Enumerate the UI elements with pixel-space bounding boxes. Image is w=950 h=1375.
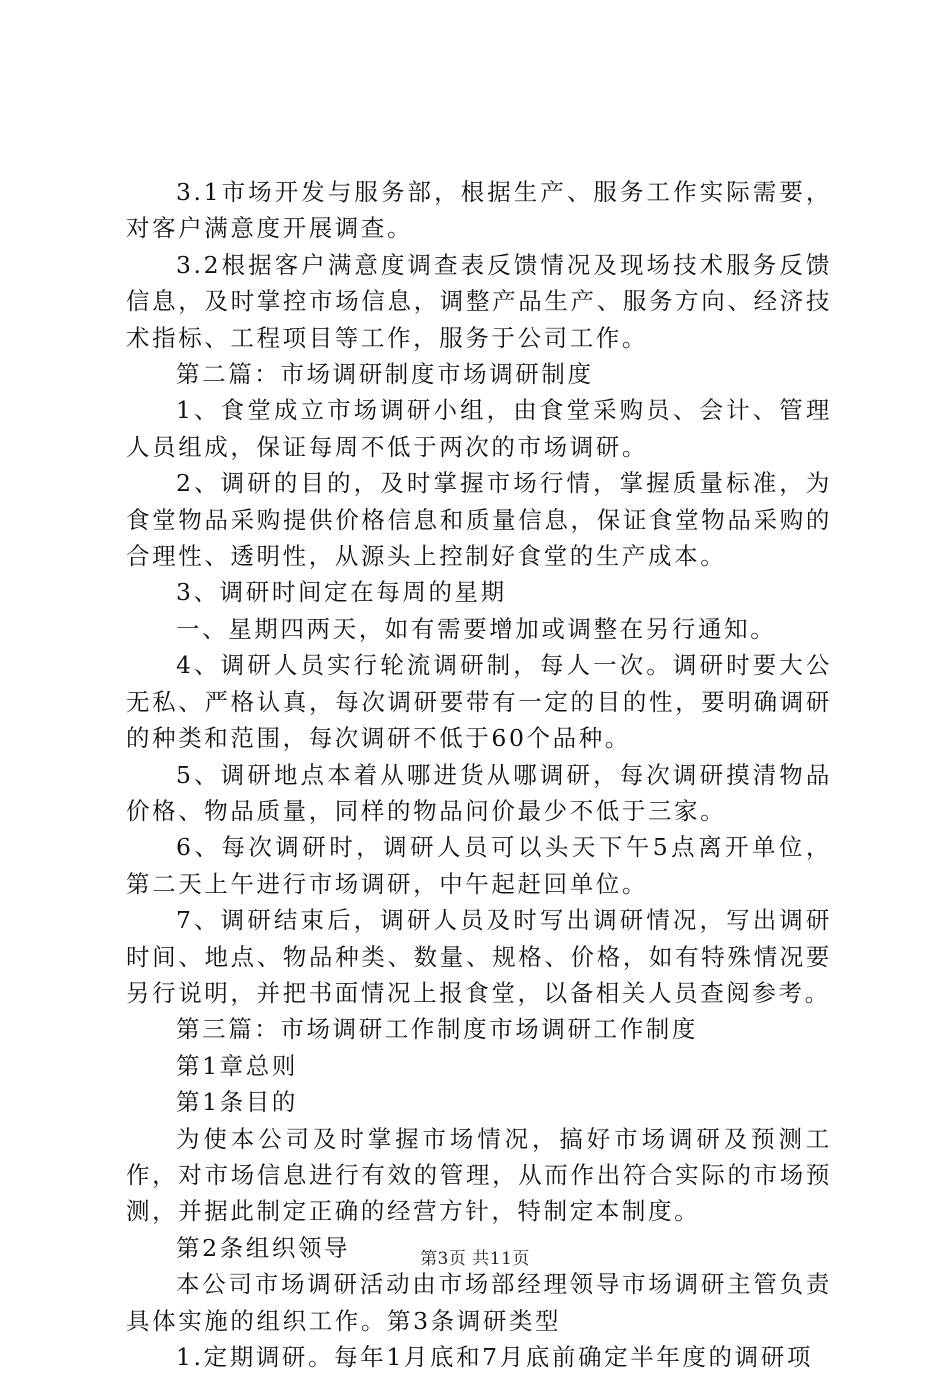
paragraph: 一、星期四两天，如有需要增加或调整在另行通知。 xyxy=(176,614,777,643)
paragraph: 2、调研的目的，及时掌握市场行情，掌握质量标准，为食堂物品采购提供价格信息和质量信息，保证食堂物品采购的合理性、透明性，从源头上控制好食堂的生产成本。 xyxy=(126,469,832,571)
section-heading: 第二篇：市场调研制度市场调研制度 xyxy=(176,360,594,389)
article-heading: 第2条组织领导 xyxy=(176,1233,351,1262)
paragraph: 1、食堂成立市场调研小组，由食堂采购员、会计、管理人员组成，保证每周不低于两次的市场调研。 xyxy=(126,396,832,461)
paragraph: 6、每次调研时，调研人员可以头天下午5点离开单位，第二天上午进行市场调研，中午起赶回单位。 xyxy=(126,833,832,898)
paragraph: 3.1市场开发与服务部，根据生产、服务工作实际需要，对客户满意度开展调查。 xyxy=(126,178,832,243)
paragraph: 1.定期调研。每年1月底和7月底前确定半年度的调研项 xyxy=(176,1343,813,1371)
paragraph: 7、调研结束后，调研人员及时写出调研情况，写出调研时间、地点、物品种类、数量、规格、价格，如有特殊情况要另行说明，并把书面情况上报食堂，以备相关人员查阅参考。 xyxy=(126,906,832,1007)
document-body xyxy=(126,174,832,1375)
page-number-footer: 第3页 共11页 xyxy=(420,1249,530,1269)
paragraph: 3.2根据客户满意度调查表反馈情况及现场技术服务反馈信息，及时掌控市场信息，调整产品生产、服务方向、经济技术指标、工程项目等工作，服务于公司工作。 xyxy=(126,250,832,352)
section-heading: 第三篇：市场调研工作制度市场调研工作制度 xyxy=(176,1015,698,1044)
paragraph: 3、调研时间定在每周的星期 xyxy=(176,578,507,607)
paragraph: 本公司市场调研活动由市场部经理领导市场调研主管负责具体实施的组织工作。第3条调研类型 xyxy=(126,1270,832,1335)
paragraph: 4、调研人员实行轮流调研制，每人一次。调研时要大公无私、严格认真，每次调研要带有一定的目的性，要明确调研的种类和范围，每次调研不低于60个品种。 xyxy=(126,651,832,753)
article-heading: 第1条目的 xyxy=(176,1088,298,1117)
paragraph: 5、调研地点本着从哪进货从哪调研，每次调研摸清物品价格、物品质量，同样的物品问价最少不低于三家。 xyxy=(126,760,832,825)
chapter-heading: 第1章总则 xyxy=(176,1051,298,1080)
paragraph: 为使本公司及时掌握市场情况，搞好市场调研及预测工作，对市场信息进行有效的管理，从而作出符合实际的市场预测，并据此制定正确的经营方针，特制定本制度。 xyxy=(126,1124,832,1226)
